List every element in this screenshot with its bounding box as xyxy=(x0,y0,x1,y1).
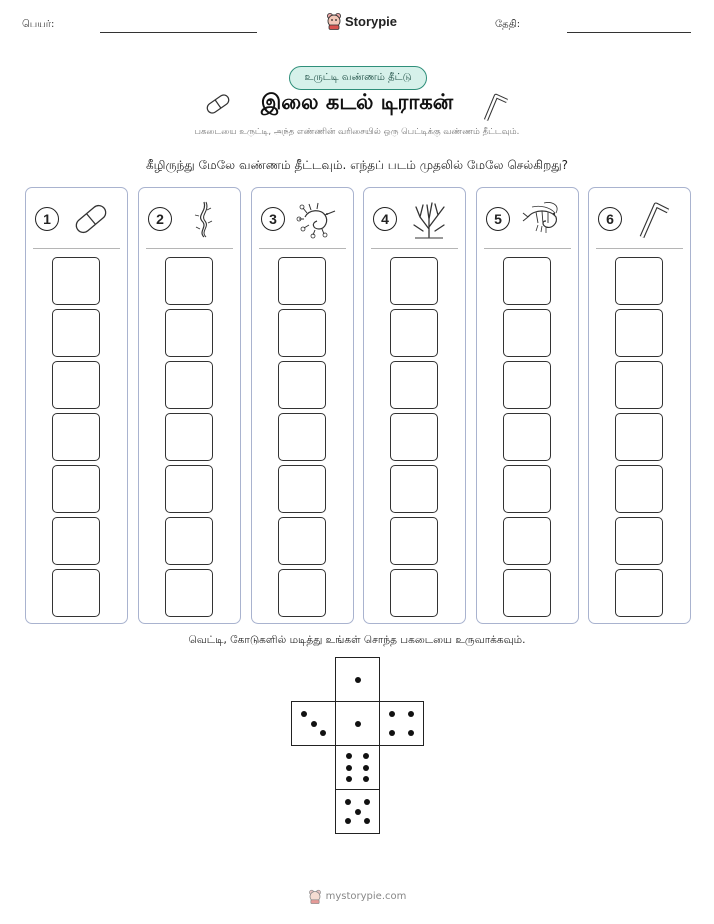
seaweed-leaf-icon xyxy=(182,199,226,239)
coloring-box[interactable] xyxy=(165,361,213,409)
brand-logo xyxy=(326,12,397,30)
coloring-box[interactable] xyxy=(278,517,326,565)
name-label: பெயர்: xyxy=(22,19,55,30)
dice-pip xyxy=(311,721,317,727)
dice-pip xyxy=(364,799,370,805)
dice-face-1 xyxy=(335,701,380,746)
coloring-box[interactable] xyxy=(390,257,438,305)
brand-name: Storypie xyxy=(345,13,398,29)
column-divider xyxy=(484,248,571,249)
dice-face-5 xyxy=(335,789,380,834)
coloring-box[interactable] xyxy=(615,257,663,305)
coloring-box[interactable] xyxy=(165,517,213,565)
pill-icon xyxy=(69,199,113,239)
coloring-box[interactable] xyxy=(165,569,213,617)
coloring-box[interactable] xyxy=(615,413,663,461)
coloring-box[interactable] xyxy=(165,309,213,357)
column-divider xyxy=(596,248,683,249)
dice-pip xyxy=(355,721,361,727)
coloring-box[interactable] xyxy=(165,465,213,513)
footer xyxy=(0,889,714,904)
column-3 xyxy=(251,187,354,624)
dice-face-3 xyxy=(291,701,336,746)
dice-pip xyxy=(389,711,395,717)
coloring-box[interactable] xyxy=(52,569,100,617)
cutout-instruction: வெட்டி, கோடுகளில் மடித்து உங்கள் சொந்த பகடையை உருவாக்கவும். xyxy=(188,634,526,646)
column-number: 3 xyxy=(261,207,285,231)
coloring-box[interactable] xyxy=(278,361,326,409)
column-6 xyxy=(588,187,691,624)
coloring-box[interactable] xyxy=(52,517,100,565)
dice-pip xyxy=(363,765,369,771)
coloring-box[interactable] xyxy=(390,413,438,461)
dice-pip xyxy=(320,730,326,736)
dice-pip xyxy=(389,730,395,736)
date-label: தேதி: xyxy=(495,19,521,30)
coloring-box[interactable] xyxy=(615,361,663,409)
dice-pip xyxy=(408,711,414,717)
coloring-box[interactable] xyxy=(390,465,438,513)
column-1 xyxy=(25,187,128,624)
column-divider xyxy=(371,248,458,249)
coloring-box[interactable] xyxy=(52,413,100,461)
coloring-box[interactable] xyxy=(52,309,100,357)
dice-face-4 xyxy=(379,701,424,746)
coloring-box[interactable] xyxy=(503,309,551,357)
dice-pip xyxy=(345,799,351,805)
dice-face-6 xyxy=(335,745,380,790)
activity-badge: உருட்டி வண்ணம் தீட்டு xyxy=(289,66,427,90)
coloring-box[interactable] xyxy=(615,465,663,513)
shrimp-icon xyxy=(520,199,564,239)
coloring-box[interactable] xyxy=(390,309,438,357)
leafy-sea-dragon-icon xyxy=(295,199,339,239)
column-number: 1 xyxy=(35,207,59,231)
coloring-box[interactable] xyxy=(390,517,438,565)
column-5 xyxy=(476,187,579,624)
column-divider xyxy=(259,248,346,249)
dice-pip xyxy=(346,776,352,782)
coloring-box[interactable] xyxy=(615,569,663,617)
dice-pip xyxy=(355,677,361,683)
name-line[interactable] xyxy=(100,32,257,33)
coloring-box[interactable] xyxy=(503,361,551,409)
coloring-box[interactable] xyxy=(503,517,551,565)
dice-pip xyxy=(364,818,370,824)
coloring-box[interactable] xyxy=(52,361,100,409)
column-number: 5 xyxy=(486,207,510,231)
dice-pip xyxy=(346,765,352,771)
straw-icon xyxy=(632,199,676,239)
column-divider xyxy=(33,248,120,249)
storypie-mascot-icon xyxy=(326,12,342,30)
coloring-box[interactable] xyxy=(278,257,326,305)
coloring-box[interactable] xyxy=(278,465,326,513)
dice-pip xyxy=(301,711,307,717)
coloring-box[interactable] xyxy=(390,569,438,617)
instructions-text: பகடையை உருட்டி, அந்த எண்ணின் வரிசையில் ஒரு பெட்டிக்கு வண்ணம் தீட்டவும். xyxy=(194,127,520,137)
coloring-box[interactable] xyxy=(278,309,326,357)
page-title: இலை கடல் டிராகன் xyxy=(260,90,454,114)
column-divider xyxy=(146,248,233,249)
date-line[interactable] xyxy=(567,32,691,33)
column-number: 6 xyxy=(598,207,622,231)
footer-url: mystorypie.com xyxy=(325,891,407,902)
coloring-box[interactable] xyxy=(503,465,551,513)
coloring-box[interactable] xyxy=(503,413,551,461)
dice-face-1 xyxy=(335,657,380,702)
dice-pip xyxy=(408,730,414,736)
coloring-box[interactable] xyxy=(278,569,326,617)
coloring-box[interactable] xyxy=(165,413,213,461)
column-number: 2 xyxy=(148,207,172,231)
column-2 xyxy=(138,187,241,624)
column-4 xyxy=(363,187,466,624)
coloring-box[interactable] xyxy=(165,257,213,305)
coloring-box[interactable] xyxy=(52,465,100,513)
question-text: கீழிருந்து மேலே வண்ணம் தீட்டவும். எந்தப் படம் முதலில் மேலே செல்கிறது? xyxy=(145,158,569,172)
coloring-box[interactable] xyxy=(503,569,551,617)
column-number: 4 xyxy=(373,207,397,231)
coloring-box[interactable] xyxy=(278,413,326,461)
coloring-box[interactable] xyxy=(615,309,663,357)
coloring-box[interactable] xyxy=(52,257,100,305)
dice-pip xyxy=(346,753,352,759)
straw-icon xyxy=(480,90,510,122)
coral-icon xyxy=(407,199,451,239)
dice-pip xyxy=(363,776,369,782)
coloring-box[interactable] xyxy=(503,257,551,305)
dice-pip xyxy=(355,809,361,815)
dice-pip xyxy=(363,753,369,759)
coloring-box[interactable] xyxy=(390,361,438,409)
coloring-box[interactable] xyxy=(615,517,663,565)
storypie-mascot-icon xyxy=(308,889,322,904)
dice-pip xyxy=(345,818,351,824)
